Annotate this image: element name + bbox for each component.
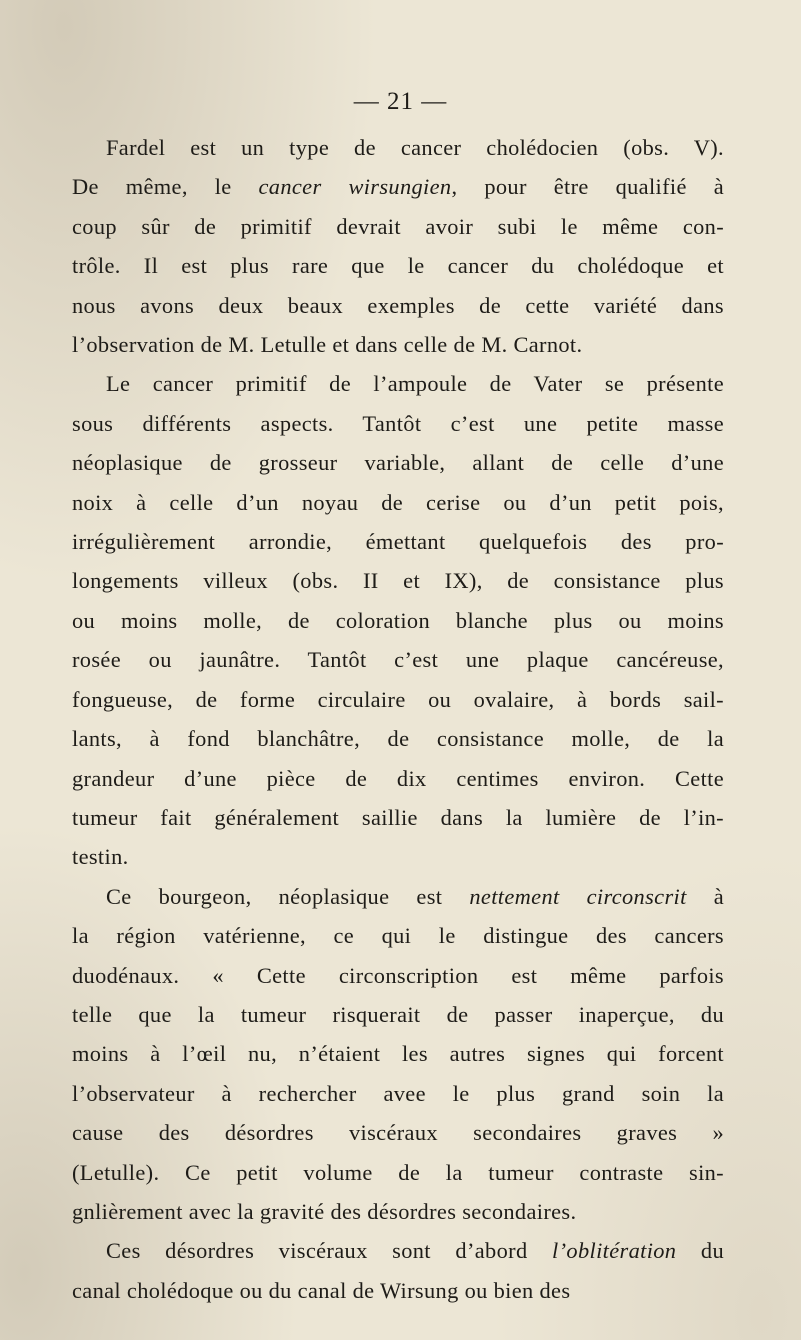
text-run: l’observation de M. Letulle et dans celle de M. Carnot. (72, 332, 583, 358)
text-line (72, 1192, 724, 1231)
text-run: telle que la tumeur risquerait de passer inaperçue, du (72, 1001, 724, 1027)
text-run: De même, le (72, 174, 259, 200)
text-line (72, 443, 724, 482)
text-line (72, 167, 724, 206)
text-run: Le cancer primitif de l’ampoule de Vater se présente (106, 371, 724, 397)
text-run: longements villeux (obs. II et IX), de consistance plus (72, 568, 724, 594)
text-line (72, 325, 724, 364)
text-run: sous différents aspects. Tantôt c’est une petite masse (72, 410, 724, 436)
text-run: la région vatérienne, ce qui le distingue des cancers (72, 923, 724, 949)
text-run: cause des désordres viscéraux secondaires graves » (72, 1120, 724, 1146)
text-line (72, 1231, 724, 1270)
text-line (72, 246, 724, 285)
text-line (72, 956, 724, 995)
paragraph (72, 1231, 724, 1310)
text-run: néoplasique de grosseur variable, allant de celle d’une (72, 450, 724, 476)
text-line (72, 128, 724, 167)
text-run: à (686, 883, 724, 909)
text-run: fongueuse, de forme circulaire ou ovalaire, à bords sail- (72, 686, 724, 712)
text-run: trôle. Il est plus rare que le cancer du cholédoque et (72, 253, 724, 279)
text-run: testin. (72, 844, 129, 870)
text-line (72, 837, 724, 876)
text-run: grandeur d’une pièce de dix centimes environ. Cette (72, 765, 724, 791)
text-line (72, 995, 724, 1034)
text-line (72, 719, 724, 758)
text-line (72, 207, 724, 246)
paragraph (72, 877, 724, 1232)
text-run: rosée ou jaunâtre. Tantôt c’est une plaque cancéreuse, (72, 647, 724, 673)
text-line (72, 1034, 724, 1073)
text-run: Ce bourgeon, néoplasique est (106, 883, 470, 909)
text-line (72, 877, 724, 916)
text-line (72, 404, 724, 443)
text-run: lants, à fond blanchâtre, de consistance molle, de la (72, 726, 724, 752)
text-run: ou moins molle, de coloration blanche plus ou moins (72, 607, 724, 633)
text-line (72, 364, 724, 403)
text-run: coup sûr de primitif devrait avoir subi le même con- (72, 213, 724, 239)
text-run: (Letulle). Ce petit volume de la tumeur contraste sin- (72, 1159, 724, 1185)
text-line (72, 522, 724, 561)
text-run: Fardel est un type de cancer cholédocien (obs. V). (106, 135, 724, 160)
text-line (72, 1113, 724, 1152)
text-line (72, 798, 724, 837)
text-run: noix à celle d’un noyau de cerise ou d’un petit pois, (72, 489, 724, 515)
text-run: du (676, 1238, 724, 1264)
text-line (72, 1153, 724, 1192)
text-line (72, 1074, 724, 1113)
text-line (72, 640, 724, 679)
text-run: irrégulièrement arrondie, émettant quelquefois des pro- (72, 529, 724, 555)
page-number: — 21 — (353, 88, 448, 115)
text-run: tumeur fait généralement saillie dans la lumière de l’in- (72, 804, 724, 830)
text-line (72, 759, 724, 798)
text-run: canal cholédoque ou du canal de Wirsung ou bien des (72, 1277, 571, 1303)
text-run: moins à l’œil nu, n’étaient les autres signes qui forcent (72, 1041, 724, 1067)
text-line (72, 1271, 724, 1310)
text-run: nous avons deux beaux exemples de cette variété dans (72, 292, 724, 318)
paragraph (72, 364, 724, 876)
text-run: l’observateur à rechercher avee le plus grand soin la (72, 1080, 724, 1106)
text-line (72, 916, 724, 955)
body-text (72, 128, 724, 1310)
paragraph (72, 128, 724, 364)
text-line (72, 286, 724, 325)
text-run: , pour être qualifié à (451, 174, 724, 200)
text-line (72, 680, 724, 719)
text-line (72, 601, 724, 640)
text-line (72, 561, 724, 600)
italic-text: nettement circonscrit (469, 883, 687, 909)
text-run: duodénaux. « Cette circonscription est même parfois (72, 962, 724, 988)
text-run: Ces désordres viscéraux sont d’abord (106, 1238, 553, 1264)
text-line (72, 483, 724, 522)
text-run: gnlièrement avec la gravité des désordres secondaires. (72, 1198, 577, 1224)
italic-text: l’oblitération (552, 1238, 677, 1264)
italic-text: cancer wirsungien (258, 174, 452, 200)
